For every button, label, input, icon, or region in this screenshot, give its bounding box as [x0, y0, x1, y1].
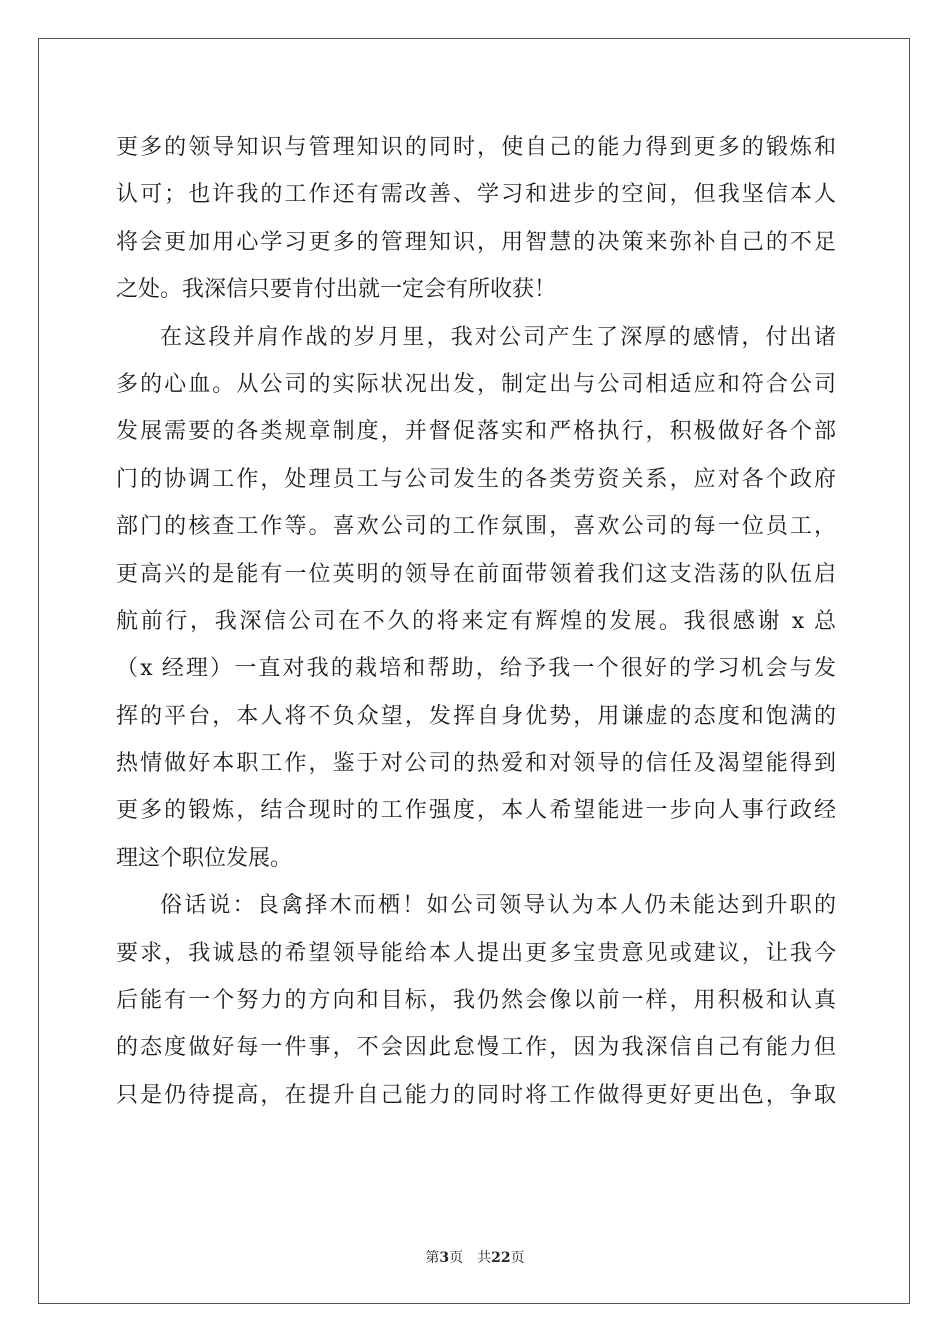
total-prefix: 共 — [477, 1250, 492, 1266]
paragraph-2-line: 更多的锻炼，结合现时的工作强度，本人希望能进一步向人事行政经 — [116, 798, 836, 824]
paragraph-3-line: 只是仍待提高，在提升自己能力的同时将工作做得更好更出色，争取 — [116, 1082, 836, 1108]
paragraph-2-line: 部门的核查工作等。喜欢公司的工作氛围，喜欢公司的每一位员工， — [116, 514, 836, 540]
paragraph-3-line: 要求，我诚恳的希望领导能给本人提出更多宝贵意见或建议，让我今 — [116, 940, 836, 966]
paragraph-2-line: 理这个职位发展。 — [116, 845, 293, 871]
paragraph-2-line: 航前行，我深信公司在不久的将来定有辉煌的发展。我很感谢 x 总 — [116, 608, 836, 634]
paragraph-1-line: 更多的领导知识与管理知识的同时，使自己的能力得到更多的锻炼和 — [116, 135, 836, 160]
paragraph-3-line: 后能有一个努力的方向和目标，我仍然会像以前一样，用积极和认真 — [116, 988, 836, 1014]
paragraph-2-line: 发展需要的各类规章制度，并督促落实和严格执行，积极做好各个部 — [116, 419, 836, 445]
paragraph-1-line: 将会更加用心学习更多的管理知识，用智慧的决策来弥补自己的不足 — [116, 229, 836, 255]
page-number: 3 — [439, 1250, 450, 1266]
paragraph-2-line: 门的协调工作，处理员工与公司发生的各类劳资关系，应对各个政府 — [116, 466, 836, 492]
paragraph-3-line: 俗话说：良禽择木而栖！如公司领导认为本人仍未能达到升职的 — [160, 893, 836, 919]
page-suffix: 页 — [449, 1250, 464, 1266]
paragraph-2-line: 挥的平台，本人将不负众望，发挥自身优势，用谦虚的态度和饱满的 — [116, 703, 836, 729]
paragraph-2-line: 更高兴的是能有一位英明的领导在前面带领着我们这支浩荡的队伍启 — [116, 561, 836, 587]
paragraph-2-line: （x 经理）一直对我的栽培和帮助，给予我一个很好的学习机会与发 — [116, 656, 836, 682]
page-prefix: 第 — [425, 1250, 440, 1266]
paragraph-1-line: 认可；也许我的工作还有需改善、学习和进步的空间，但我坚信本人 — [116, 182, 836, 208]
paragraph-2-line: 在这段并肩作战的岁月里，我对公司产生了深厚的感情，付出诸 — [160, 324, 836, 350]
document-body — [116, 128, 836, 1123]
total-suffix: 页 — [510, 1250, 525, 1266]
paragraph-2-line: 热情做好本职工作，鉴于对公司的热爱和对领导的信任及渴望能得到 — [116, 751, 836, 777]
page-footer — [0, 1249, 950, 1267]
paragraph-3-line: 的态度做好每一件事，不会因此怠慢工作，因为我深信自己有能力但 — [116, 1035, 836, 1061]
total-pages: 22 — [491, 1250, 511, 1266]
paragraph-2-line: 多的心血。从公司的实际状况出发，制定出与公司相适应和符合公司 — [116, 371, 836, 397]
paragraph-1-line: 之处。我深信只要肯付出就一定会有所收获！ — [116, 277, 557, 303]
